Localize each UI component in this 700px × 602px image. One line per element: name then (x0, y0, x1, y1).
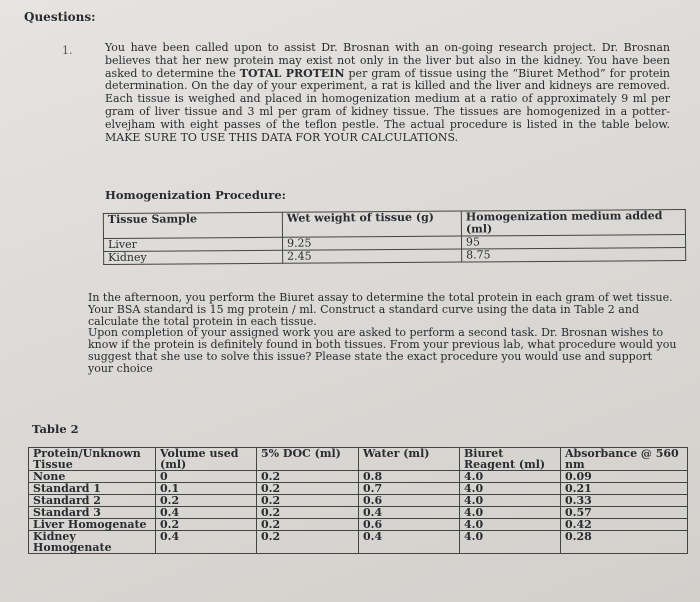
table-cell: Standard 3 (29, 507, 156, 519)
table-cell: 0.57 (561, 507, 688, 519)
table-cell: 0.09 (561, 471, 688, 483)
table-cell: 0.2 (257, 471, 359, 483)
table-cell: 0 (156, 471, 257, 483)
table-cell: 0.2 (257, 531, 359, 554)
table-cell: 0.28 (561, 531, 688, 554)
table-header-cell: Protein/Unknown Tissue (29, 448, 156, 471)
question-paragraph-1 (105, 42, 670, 144)
homogenization-title: Homogenization Procedure: (105, 188, 286, 202)
table-cell: 0.4 (359, 531, 460, 554)
table-cell: 0.2 (156, 495, 257, 507)
questions-heading: Questions: (24, 10, 96, 24)
table-cell: Liver Homogenate (29, 519, 156, 531)
table-cell: 4.0 (460, 507, 561, 519)
table-cell: 0.6 (359, 519, 460, 531)
question-number: 1. (62, 44, 73, 57)
table-cell: 0.4 (156, 507, 257, 519)
table-cell: 0.7 (359, 483, 460, 495)
table-header-cell: Water (ml) (359, 448, 460, 471)
table-row (29, 519, 688, 531)
table-cell: 4.0 (460, 471, 561, 483)
biuret-data-table (28, 447, 688, 554)
table-cell: 0.2 (156, 519, 257, 531)
table-cell: 0.4 (359, 507, 460, 519)
table-header-cell: 5% DOC (ml) (257, 448, 359, 471)
table2-label: Table 2 (32, 422, 79, 436)
table-cell: Standard 2 (29, 495, 156, 507)
table-cell: 95 (461, 234, 685, 249)
table-cell: 0.4 (156, 531, 257, 554)
table-cell: Liver (104, 237, 283, 251)
table-cell: 0.2 (257, 483, 359, 495)
table-cell: 4.0 (460, 495, 561, 507)
table-cell: 4.0 (460, 483, 561, 495)
table-row (29, 495, 688, 507)
table-cell: 0.1 (156, 483, 257, 495)
table-cell: 8.75 (462, 247, 686, 262)
table-cell: 0.6 (359, 495, 460, 507)
para1-text-a: You have been called upon to assist Dr. Brosnan with an on-going research project. Dr. Brosnan believes that her new protein may exist not only in the liver but also in the kidney. You have been asked to determine the (105, 41, 670, 80)
para2-part-1: In the afternoon, you perform the Biuret assay to determine the total protein in each gram of wet tissue. Your BSA standard is 15 mg protein / ml. Construct a standard curve using the data in Table 2 and calculate the total protein in each tissue. (88, 291, 673, 328)
table-cell: 9.25 (282, 236, 461, 250)
para2-part-2: Upon completion of your assigned work you are asked to perform a second task. Dr. Brosnan wishes to know if the protein is definitely found in both tissues. From your previous lab, what procedure would you suggest that she use to solve this issue? Please state the exact procedure you would use and support your choice (88, 326, 677, 375)
table-row (104, 247, 686, 264)
table-row (29, 483, 688, 495)
table-cell: 4.0 (460, 531, 561, 554)
question-paragraph-2 (88, 292, 678, 375)
table-row (29, 507, 688, 519)
table-header-cell: Homogenization medium added (ml) (461, 209, 685, 236)
table-cell: 0.21 (561, 483, 688, 495)
table-cell: Kidney (104, 250, 283, 264)
table-row (29, 471, 688, 483)
para1-text-b: per gram of tissue using the “Biuret Method” for protein determination. On the day of your experiment, a rat is killed and the liver and kidneys are removed. Each tissue is weighed and placed in homogenization medium at a ratio of approximately 9 ml per gram of liver tissue and 3 ml per gram of kidney tissue. The tissues are homogenized in a potter-elvejham with eight passes of the teflon pestle. The actual procedure is listed in the table below. MAKE SURE TO USE THIS DATA FOR YOUR CALCULATIONS. (105, 66, 671, 144)
table-cell: 0.2 (257, 519, 359, 531)
table-cell: Kidney Homogenate (29, 531, 156, 554)
table-row (29, 531, 688, 554)
table-header-cell: Wet weight of tissue (g) (282, 211, 461, 237)
table-header-cell: Biuret Reagent (ml) (460, 448, 561, 471)
table-cell: 0.2 (257, 507, 359, 519)
table-cell: 2.45 (283, 249, 462, 263)
table-cell: 0.2 (257, 495, 359, 507)
homogenization-table (103, 209, 686, 265)
table-header-row (29, 448, 688, 471)
table-header-cell: Tissue Sample (103, 212, 282, 238)
table-cell: Standard 1 (29, 483, 156, 495)
table-cell: 4.0 (460, 519, 561, 531)
table-header-cell: Absorbance @ 560 nm (561, 448, 688, 471)
table-cell: None (29, 471, 156, 483)
table-cell: 0.33 (561, 495, 688, 507)
table-header-cell: Volume used (ml) (156, 448, 257, 471)
table-cell: 0.42 (561, 519, 688, 531)
para1-bold-term: TOTAL PROTEIN (239, 66, 345, 80)
table-cell: 0.8 (359, 471, 460, 483)
